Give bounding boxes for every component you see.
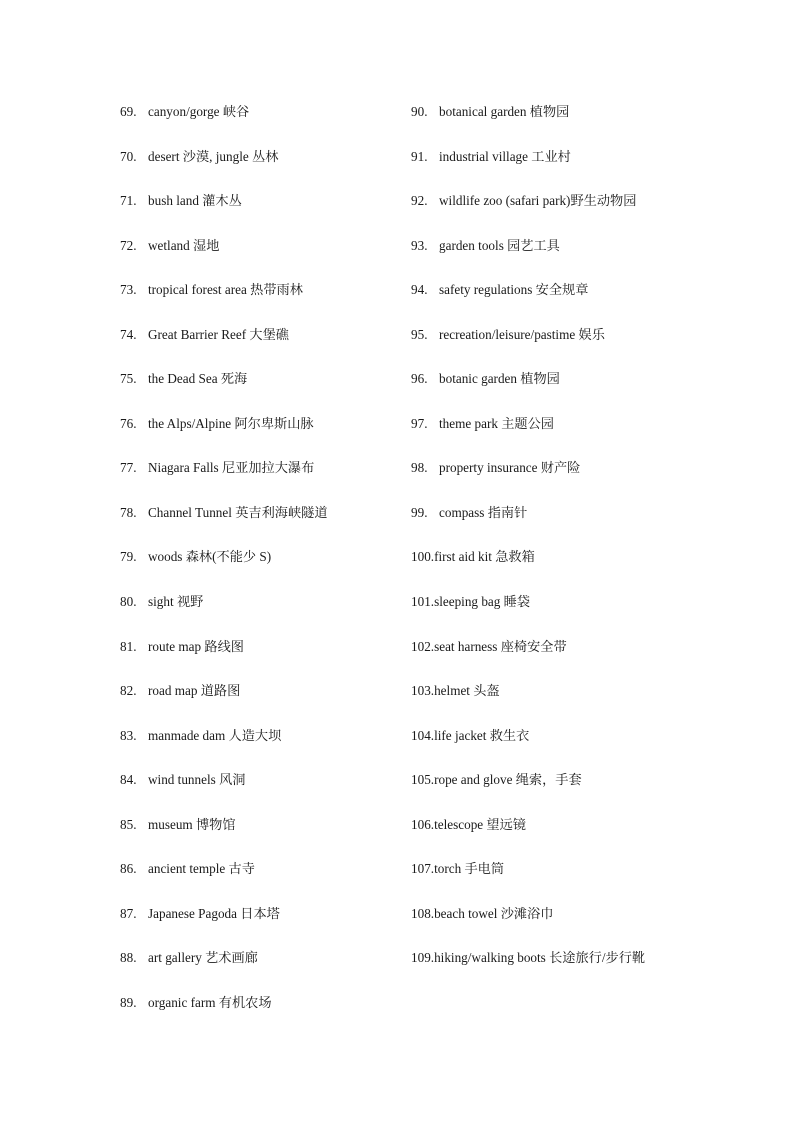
list-item	[120, 812, 400, 857]
item-number: 85.	[120, 816, 137, 832]
item-number: 89.	[120, 994, 137, 1010]
list-item	[120, 144, 400, 189]
item-text: tropical forest area 热带雨林	[148, 282, 303, 298]
item-text: recreation/leisure/pastime 娱乐	[439, 326, 605, 342]
item-text: compass 指南针	[439, 504, 528, 520]
list-item	[411, 500, 781, 545]
item-text: the Alps/Alpine 阿尔卑斯山脉	[148, 415, 314, 431]
list-item	[411, 723, 781, 768]
item-text: road map 道路图	[148, 683, 241, 699]
list-item	[120, 678, 400, 723]
item-text: beach towel 沙滩浴巾	[434, 905, 554, 921]
list-item	[411, 544, 781, 589]
list-item	[120, 723, 400, 768]
item-number: 70.	[120, 148, 137, 164]
item-number: 96.	[411, 371, 428, 387]
item-text: telescope 望远镜	[434, 816, 526, 832]
item-number: 108.	[411, 905, 435, 921]
item-number: 99.	[411, 504, 428, 520]
item-text: wind tunnels 风洞	[148, 772, 246, 788]
item-text: garden tools 园艺工具	[439, 237, 560, 253]
item-number: 82.	[120, 683, 137, 699]
item-text: wildlife zoo (safari park)野生动物园	[439, 193, 637, 209]
item-number: 92.	[411, 193, 428, 209]
list-item	[120, 188, 400, 233]
item-text: woods 森林(不能少 S)	[148, 549, 272, 565]
item-number: 107.	[411, 861, 435, 877]
item-text: hiking/walking boots 长途旅行/步行靴	[434, 950, 646, 966]
item-number: 87.	[120, 905, 137, 921]
item-number: 72.	[120, 237, 137, 253]
item-text: organic farm 有机农场	[148, 994, 272, 1010]
item-number: 80.	[120, 594, 137, 610]
item-text: helmet 头盔	[434, 683, 500, 699]
list-item	[411, 366, 781, 411]
item-text: route map 路线图	[148, 638, 244, 654]
item-number: 94.	[411, 282, 428, 298]
list-item	[411, 188, 781, 233]
item-text: life jacket 救生衣	[434, 727, 530, 743]
item-text: manmade dam 人造大坝	[148, 727, 282, 743]
item-text: Japanese Pagoda 日本塔	[148, 905, 280, 921]
item-text: art gallery 艺术画廊	[148, 950, 258, 966]
list-item	[120, 589, 400, 634]
vocabulary-list-right	[411, 99, 781, 990]
list-item	[411, 856, 781, 901]
item-text: Niagara Falls 尼亚加拉大瀑布	[148, 460, 315, 476]
list-item	[411, 589, 781, 634]
item-number: 106.	[411, 816, 435, 832]
item-text: theme park 主题公园	[439, 415, 554, 431]
item-text: botanical garden 植物园	[439, 104, 570, 119]
item-text: bush land 灌木丛	[148, 193, 242, 209]
item-text: rope and glove 绳索，手套	[434, 772, 582, 788]
item-text: torch 手电筒	[434, 861, 505, 877]
item-number: 83.	[120, 727, 137, 743]
item-text: safety regulations 安全规章	[439, 282, 589, 298]
list-item	[411, 767, 781, 812]
item-text: Channel Tunnel 英吉利海峡隧道	[148, 504, 328, 520]
list-item	[120, 411, 400, 456]
vocabulary-list-left	[120, 99, 400, 1034]
list-item	[411, 945, 781, 990]
list-item	[120, 901, 400, 946]
item-number: 93.	[411, 237, 428, 253]
list-item	[411, 322, 781, 367]
item-text: sleeping bag 睡袋	[434, 594, 531, 610]
item-number: 79.	[120, 549, 137, 565]
list-item	[120, 945, 400, 990]
item-number: 78.	[120, 504, 137, 520]
list-item	[120, 322, 400, 367]
item-number: 84.	[120, 772, 137, 788]
list-item	[120, 277, 400, 322]
item-number: 105.	[411, 772, 435, 788]
item-number: 86.	[120, 861, 137, 877]
item-number: 75.	[120, 371, 137, 387]
list-item	[411, 901, 781, 946]
item-number: 101.	[411, 594, 435, 610]
item-text: sight 视野	[148, 594, 204, 610]
item-number: 69.	[120, 104, 137, 119]
item-number: 91.	[411, 148, 428, 164]
item-number: 97.	[411, 415, 428, 431]
item-number: 73.	[120, 282, 137, 298]
item-text: botanic garden 植物园	[439, 371, 560, 387]
item-text: Great Barrier Reef 大堡礁	[148, 326, 289, 342]
list-item	[120, 455, 400, 500]
list-item	[120, 366, 400, 411]
item-text: museum 博物馆	[148, 816, 236, 832]
item-number: 104.	[411, 727, 435, 743]
list-item	[411, 812, 781, 857]
item-number: 90.	[411, 104, 428, 119]
list-item	[411, 634, 781, 679]
item-number: 95.	[411, 326, 428, 342]
list-item	[411, 99, 781, 144]
item-text: industrial village 工业村	[439, 148, 571, 164]
item-number: 109.	[411, 950, 435, 966]
item-number: 74.	[120, 326, 137, 342]
list-item	[120, 544, 400, 589]
item-number: 77.	[120, 460, 137, 476]
item-number: 81.	[120, 638, 137, 654]
list-item	[411, 411, 781, 456]
item-text: seat harness 座椅安全带	[434, 638, 567, 654]
item-text: ancient temple 古寺	[148, 861, 255, 877]
list-item	[120, 500, 400, 545]
item-text: first aid kit 急救箱	[434, 549, 535, 565]
list-item	[411, 678, 781, 723]
list-item	[120, 233, 400, 278]
list-item	[120, 856, 400, 901]
list-item	[411, 455, 781, 500]
item-number: 71.	[120, 193, 137, 209]
item-text: wetland 湿地	[148, 237, 220, 253]
item-number: 76.	[120, 415, 137, 431]
item-number: 100.	[411, 549, 435, 565]
item-text: canyon/gorge 峡谷	[148, 104, 250, 119]
list-item	[411, 277, 781, 322]
list-item	[120, 767, 400, 812]
list-item	[411, 233, 781, 278]
item-text: desert 沙漠, jungle 丛林	[148, 148, 279, 164]
list-item	[120, 990, 400, 1035]
list-item	[120, 99, 400, 144]
item-number: 98.	[411, 460, 428, 476]
list-item	[411, 144, 781, 189]
list-item	[120, 634, 400, 679]
item-text: the Dead Sea 死海	[148, 371, 248, 387]
item-number: 88.	[120, 950, 137, 966]
item-number: 102.	[411, 638, 435, 654]
item-text: property insurance 财产险	[439, 460, 581, 476]
item-number: 103.	[411, 683, 435, 699]
